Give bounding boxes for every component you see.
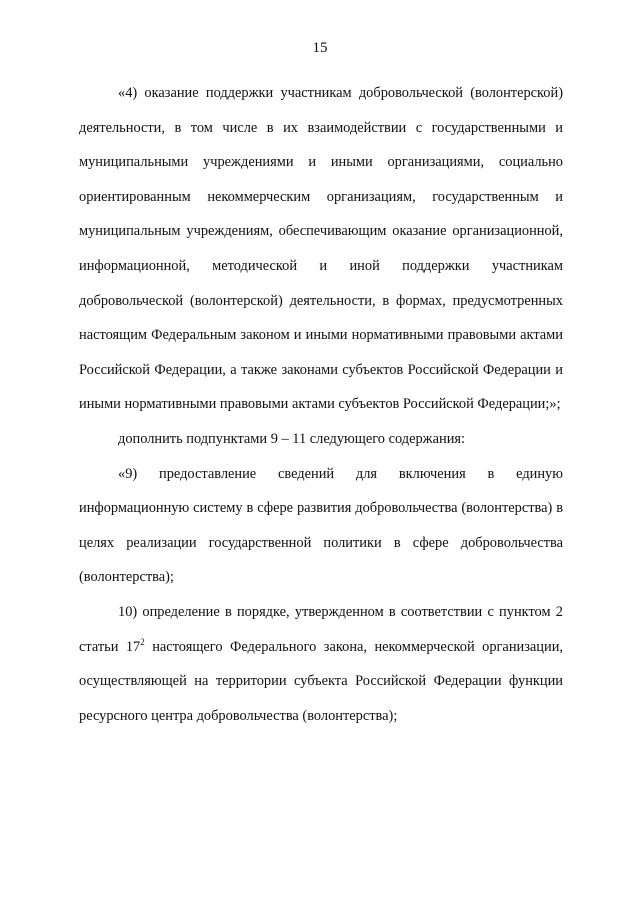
paragraph-subitem-4: «4) оказание поддержки участникам добровольческой (волонтерской) деятельности, в том числе в их взаимодействии с государственными и муниципальными учреждениями и иными организациями, социально ориентированным некоммерческим организациям, государственным и муниципальным учреждениям, обеспечивающим оказание организационной, информационной, методической и иной поддержки участникам добровольческой (волонтерской) деятельности, в формах, предусмотренных настоящим Федеральным законом и иными нормативными правовыми актами Российской Федерации, а также законами субъектов Российской Федерации и иными нормативными правовыми актами субъектов Российской Федерации;»; — [79, 85, 563, 413]
page-number: 15 — [312, 40, 328, 56]
article-superscript: 2 — [140, 636, 145, 647]
paragraph-subitem-9: «9) предоставление сведений для включения в единую информационную систему в сфере развития добровольчества (волонтерства) в целях реализации государственной политики в сфере добровольчества (волонтерства); — [79, 465, 563, 586]
paragraph-subitem-10-end: настоящего Федерального закона, некоммерческой организации, осуществляющей на территории субъекта Российской Федерации функции ресурсного центра добровольчества (волонтерства); — [79, 638, 563, 724]
document-body — [79, 76, 563, 733]
paragraph-add-subitems: дополнить подпунктами 9 – 11 следующего содержания: — [118, 430, 466, 447]
paragraph-subitem-10 — [79, 595, 563, 733]
paragraph-subitem-10-start: 10) определение в порядке, утвержденном в соответствии с пунктом 2 статьи 17 — [79, 603, 563, 655]
